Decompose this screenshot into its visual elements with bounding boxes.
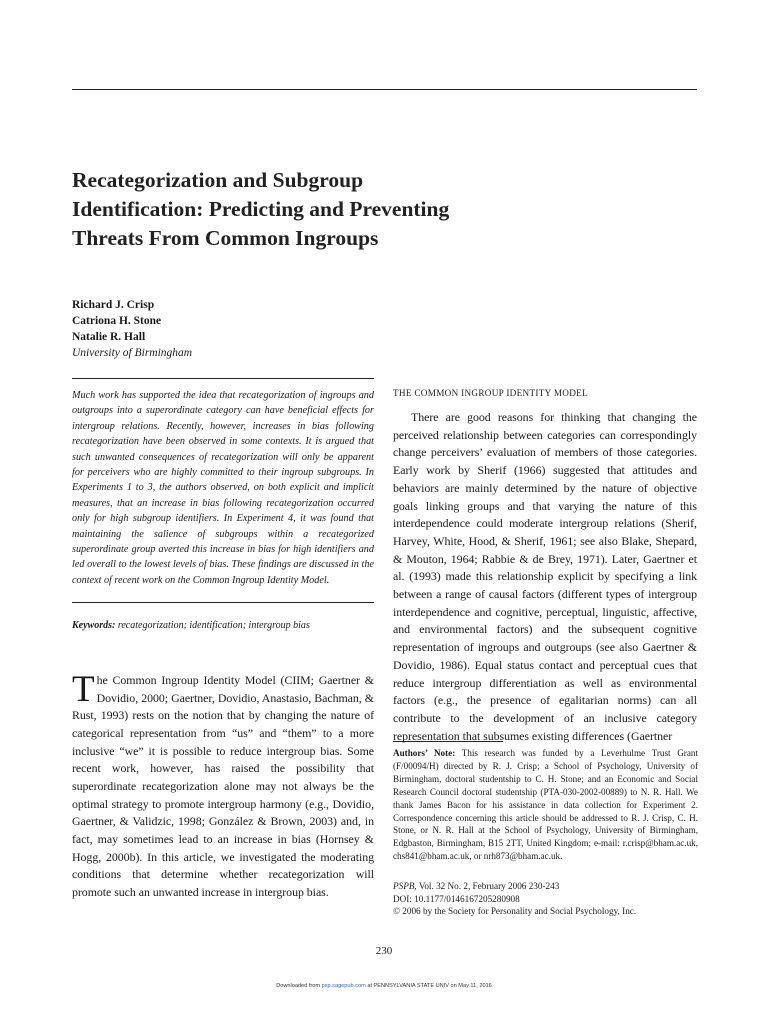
section-paragraph: There are good reasons for thinking that changing the perceived relationship between categories can correspondingly change perceivers’ evaluation of members of those categories. Early work by Sherif (1966) suggested that attitudes and behaviors are mainly determined by the nature of objective goals linking groups and that varying the nature of this interdependence could moderate intergroup relations (Sherif, Harvey, White, Hood, & Sherif, 1961; see also Blake, Shepard, & Mouton, 1964; Rabbie & de Brey, 1971). Later, Gaertner et al. (1993) made this relationship explicit by specifying a link between a range of causal factors (different types of intergroup interdependence and cognitive, perceptual, linguistic, affective, and environmental factors) and the subsequent cognitive representation of ingroups and outgroups (see also Gaertner & Dovidio, 1986). Equal status contact and perceptual cues that reduce intergroup differentiation as well as environmental factors (e.g., the presence of egalitarian norms) can all contribute to the development of an inclusive category representation that subsumes existing differences (Gaertner: [393, 410, 697, 743]
drop-cap: T: [72, 669, 95, 710]
download-site-link[interactable]: psp.sagepub.com: [321, 983, 366, 989]
keywords-label: Keywords:: [72, 620, 116, 632]
right-column: [393, 388, 697, 745]
authors-note-label: Authors’ Note:: [393, 748, 456, 758]
authors-note-text: This research was funded by a Leverhulme Trust Grant (F/00094/H) directed by R. J. Crisp; a School of Psychology, University of Birmingham, doctoral studentship to C. H. Stone; and an Economic and Social Research Council doctoral studentship (PTA-030-2002-00889) to N. R. Hall. We thank James Bacon for his assistance in data collection for Experiment 2. Correspondence concerning this article should be addressed to R. J. Crisp, C. H. Stone, or N. R. Hall at the School of Psychology, University of Birmingham, Edgbaston, Birmingham, B15 2TT, United Kingdom; e-mail: r.crisp@bham.ac.uk, chs841@bham.ac.uk, or nrh873@bham.ac.uk.: [393, 748, 698, 862]
affiliation: University of Birmingham: [72, 347, 193, 359]
doi: DOI: 10.1177/0146167205280908: [393, 893, 520, 904]
journal-name: PSPB,: [393, 881, 417, 891]
keywords: [72, 620, 374, 631]
title-line: Recategorization and Subgroup: [72, 168, 364, 192]
download-notice: [0, 983, 768, 989]
abstract: Much work has supported the idea that recategorization of ingroups and outgroups into a superordinate category can have beneficial effects for intergroup relations. Recently, however, increases in bias following recategorization have been observed in some contexts. It is argued that such unwanted consequences of recategorization will only be apparent for perceivers who are highly committed to their ingroup subgroups. In Experiments 1 to 3, the authors observed, on both explicit and implicit measures, that an increase in bias following recategorization occurred only for high subgroup identifiers. In Experiment 4, it was found that maintaining the salience of subgroups within a recategorized superordinate group averted this increase in bias for high identifiers and led overall to the lowest levels of bias. These findings are discussed in the context of recent work on the Common Ingroup Identity Model.: [72, 390, 374, 586]
journal-volume: Vol. 32 No. 2, February 2006 230-243: [418, 881, 560, 891]
abstract-column: [72, 378, 374, 631]
footnote-rule: [393, 741, 503, 742]
title-line: Identification: Predicting and Preventing: [72, 197, 450, 221]
keywords-text: recategorization; identification; intergroup bias: [117, 620, 310, 632]
header-rule: [72, 89, 697, 90]
abstract-top-rule: [72, 378, 374, 379]
title-line: Threats From Common Ingroups: [72, 226, 379, 250]
author-name: Natalie R. Hall: [72, 331, 146, 343]
citation-block: [393, 880, 698, 918]
intro-paragraph: [72, 669, 374, 902]
author-name: Richard J. Crisp: [72, 299, 155, 311]
download-suffix: at PENNSYLVANIA STATE UNIV on May 11, 2016: [367, 983, 492, 989]
authors-note: [393, 747, 698, 863]
author-name: Catriona H. Stone: [72, 315, 162, 327]
page-number: 230: [375, 945, 393, 957]
article-title: [72, 166, 592, 253]
download-prefix: Downloaded from: [276, 983, 321, 989]
section-heading: THE COMMON INGROUP IDENTITY MODEL: [393, 388, 588, 398]
abstract-bottom-rule: [72, 602, 374, 603]
author-block: [72, 297, 372, 361]
intro-text: he Common Ingroup Identity Model (CIIM; Gaertner & Dovidio, 2000; Gaertner, Dovidio, Anastasio, Bachman, & Rust, 1993) rests on the notion that by changing the nature of categorical representation from “us” and “them” to a more inclusive “we” it is possible to reduce intergroup bias. Some recent work, however, has raised the possibility that superordinate recategorization alone may not always be the optimal strategy to promote intergroup harmony (e.g., Dovidio, Gaertner, & Validzic, 1998; González & Brown, 2003) and, in fact, may sometimes lead to an increase in bias (Hornsey & Hogg, 2000b). In this article, we investigated the moderating conditions that determine whether recategorization will promote such an unwanted increase in intergroup bias.: [72, 673, 374, 899]
copyright: © 2006 by the Society for Personality and Social Psychology, Inc.: [393, 906, 637, 917]
